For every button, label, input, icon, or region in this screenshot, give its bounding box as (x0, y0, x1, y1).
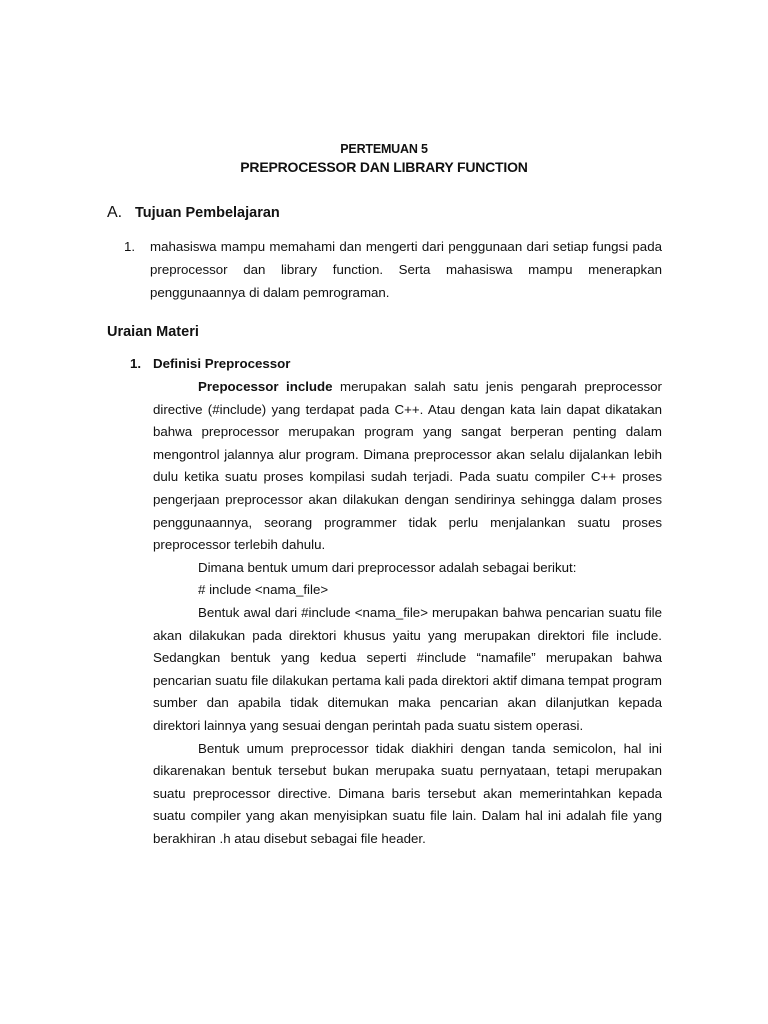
section-b-heading: Uraian Materi (107, 324, 199, 340)
include-syntax-line: # include <nama_file> (198, 582, 329, 598)
meeting-number-title: PERTEMUAN 5 (340, 142, 428, 156)
subsection-number: 1. (130, 356, 142, 371)
paragraph-text: merupakan salah satu jenis pengarah preprocessor directive (#include) yang terdapat pada C++. Atau dengan kata lain dapat dikatakan bahwa preprocessor merupakan program yang sangat berperan penting dalam mengontrol jalannya alur program. Dimana preprocessor akan selalu dijalankan lebih dulu ketika suatu proses kompilasi sudah terjadi. Pada suatu compiler C++ proses pengerjaan preprocessor akan dilakukan dengan sendirinya sehingga dalam proses penggunaannya, seorang programmer tidak perlu menjalankan suatu proses preprocessor terlebih dahulu. (153, 379, 662, 553)
list-item-number: 1. (124, 239, 136, 254)
paragraph-include-forms: Bentuk awal dari #include <nama_file> merupakan bahwa pencarian suatu file akan dilakukan pada direktori khusus yaitu yang merupakan direktori file include. Sedangkan bentuk yang kedua seperti #include “namafile” merupakan bahwa pencarian suatu file dilakukan pertama kali pada direktori aktif dimana tempat program sumber dan apabila tidak ditemukan maka pencarian akan dilanjutkan kepada direktori lainnya yang sesuai dengan perintah pada suatu sistem operasi. (153, 604, 662, 733)
section-a-heading (107, 204, 280, 222)
document-main-title: PREPROCESSOR DAN LIBRARY FUNCTION (240, 159, 528, 175)
learning-objective-item (124, 235, 662, 304)
list-item-text: mahasiswa mampu memahami dan mengerti dari penggunaan dari setiap fungsi pada preprocessor dan library function. Serta mahasiswa mampu menerapkan penggunaannya di dalam pemrograman. (150, 239, 662, 300)
section-a-title: Tujuan Pembelajaran (135, 205, 280, 221)
subsection-title: Definisi Preprocessor (153, 356, 291, 371)
subsection-body (153, 376, 662, 850)
paragraph-preprocessor-definition (153, 376, 662, 557)
paragraph-general-form: Dimana bentuk umum dari preprocessor adalah sebagai berikut: (198, 559, 577, 575)
bold-term: Prepocessor include (198, 379, 333, 394)
subsection-heading (130, 356, 290, 371)
section-a-letter: A. (107, 204, 123, 221)
paragraph-no-semicolon: Bentuk umum preprocessor tidak diakhiri dengan tanda semicolon, hal ini dikarenakan bentuk tersebut bukan merupaka suatu pernyataan, tetapi merupakan suatu preprocessor directive. Dimana baris tersebut akan memerintahkan kepada suatu compiler yang akan menyisipkan suatu file lain. Dalam hal ini adalah file yang berakhiran .h atau disebut sebagai file header. (153, 740, 662, 846)
